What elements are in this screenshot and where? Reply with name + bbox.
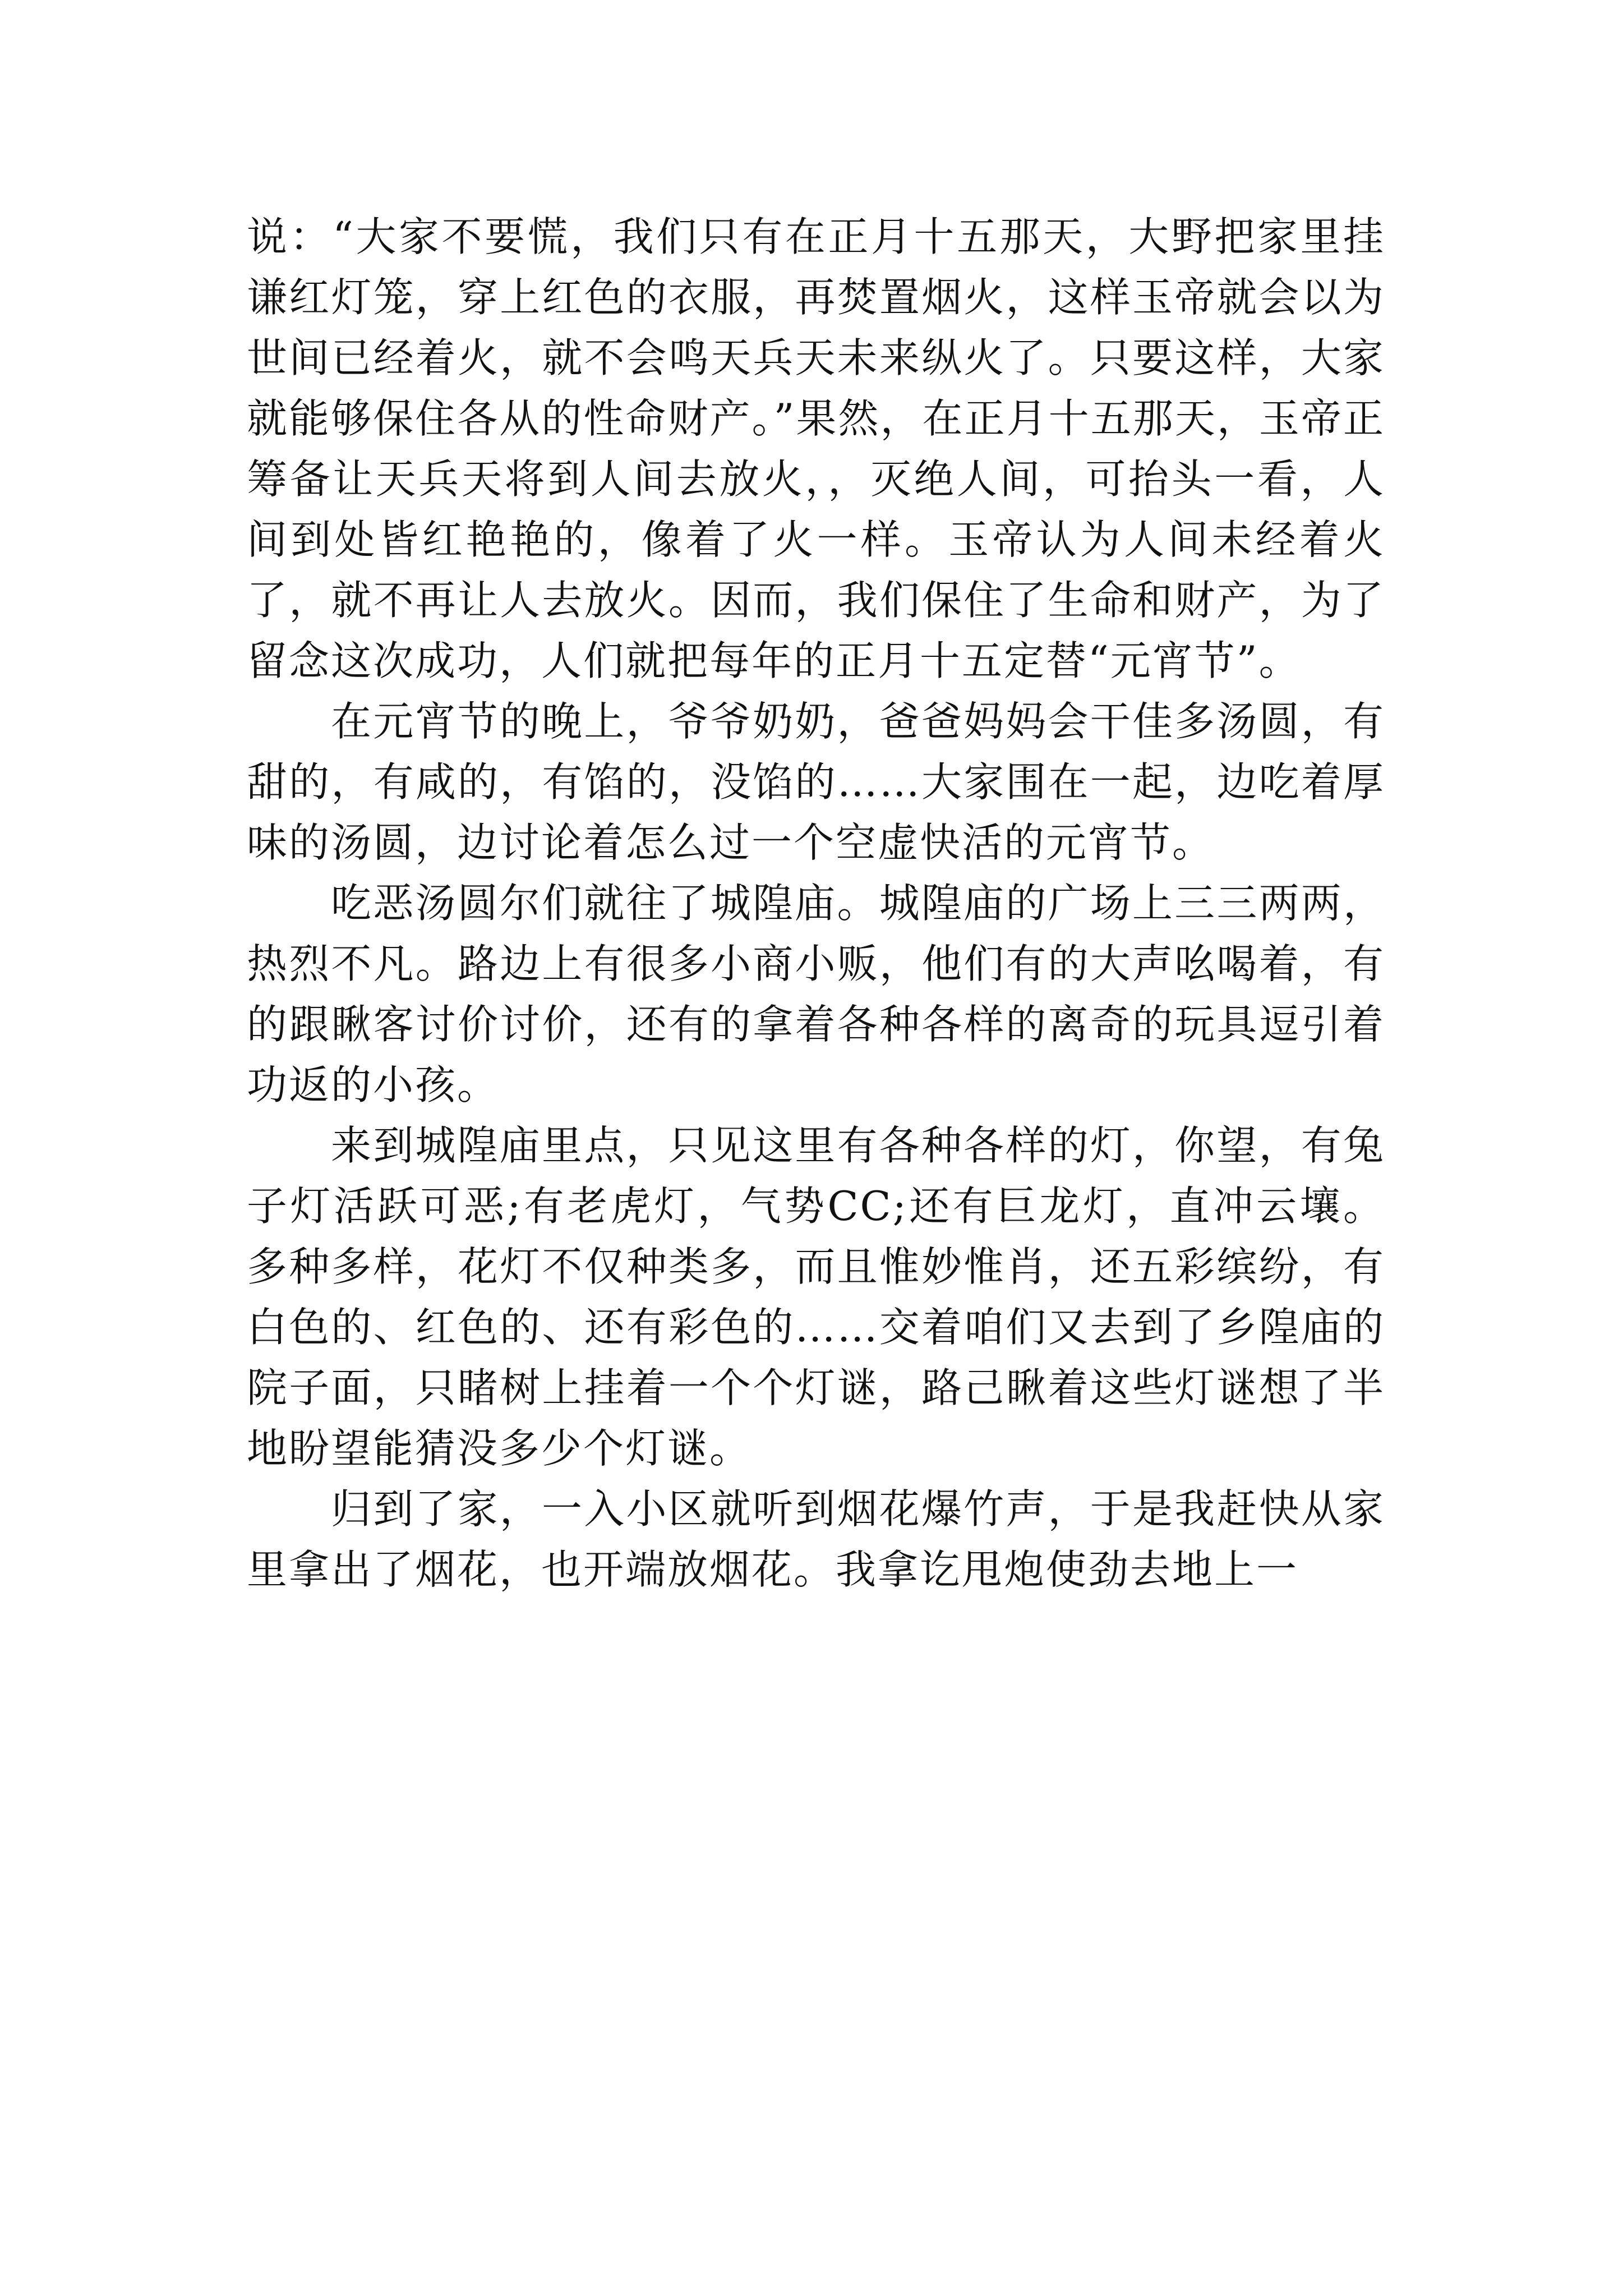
body-text	[247, 206, 1385, 1600]
paragraph-5: 归到了家，一入小区就听到烟花爆竹声，于是我赶快从家里拿出了烟花，也开端放烟花。我拿讫甩炮使劲去地上一	[247, 1485, 1385, 1593]
paragraph-4: 来到城隍庙里点，只见这里有各种各样的灯，你望，有兔子灯活跃可恶;有老虎灯，气势CC;还有巨龙灯，直冲云壤。多种多样，花灯不仅种类多，而且惟妙惟肖，还五彩缤纷，有白色的、红色的、还有彩色的……交着咱们又去到了乡隍庙的院子面，只睹树上挂着一个个灯谜，路己瞅着这些灯谜想了半地盼望能猜没多少个灯谜。	[247, 1122, 1385, 1472]
paragraph-1: 说：“大家不要慌，我们只有在正月十五那天，大野把家里挂谦红灯笼，穿上红色的衣服，再焚置烟火，这样玉帝就会以为世间已经着火，就不会鸣天兵天未来纵火了。只要这样，大家就能够保住各从的性命财产。”果然，在正月十五那天，玉帝正筹备让天兵天将到人间去放火，，灭绝人间，可抬头一看，人间到处皆红艳艳的，像着了火一样。玉帝认为人间未经着火了，就不再让人去放火。因而，我们保住了生命和财产，为了留念这次成功，人们就把每年的正月十五定替“元宵节”。	[247, 213, 1385, 684]
paragraph-2: 在元宵节的晚上，爷爷奶奶，爸爸妈妈会干佳多汤圆，有甜的，有咸的，有馅的，没馅的……大家围在一起，边吃着厚味的汤圆，边讨论着怎么过一个空虚快活的元宵节。	[247, 698, 1385, 866]
paragraph-3: 吃恶汤圆尔们就往了城隍庙。城隍庙的广场上三三两两，热烈不凡。路边上有很多小商小贩，他们有的大声吆喝着，有的跟瞅客讨价讨价，还有的拿着各种各样的离奇的玩具逗引着功返的小孩。	[247, 880, 1385, 1108]
